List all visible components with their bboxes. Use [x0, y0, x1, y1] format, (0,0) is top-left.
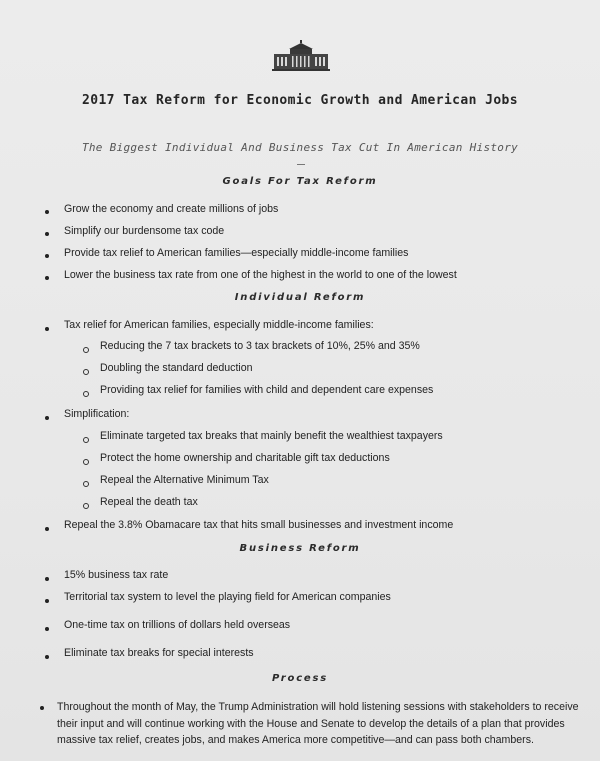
circle-bullet-icon — [83, 459, 89, 465]
individual-item: Simplification: — [64, 408, 130, 420]
individual-subitem: Providing tax relief for families with child and dependent care expenses — [100, 384, 434, 396]
bullet-icon — [45, 599, 49, 603]
individual-item: Repeal the 3.8% Obamacare tax that hits small businesses and investment income — [64, 519, 454, 531]
individual-item: Tax relief for American families, especially middle-income families: — [64, 319, 374, 331]
individual-subitem: Repeal the Alternative Minimum Tax — [100, 474, 269, 486]
individual-subitem: Doubling the standard deduction — [100, 362, 253, 374]
circle-bullet-icon — [83, 347, 89, 353]
individual-heading: Individual Reform — [234, 292, 366, 303]
business-item: Territorial tax system to level the playing field for American companies — [64, 591, 391, 603]
bullet-icon — [45, 527, 49, 531]
document-title: 2017 Tax Reform for Economic Growth and American Jobs — [81, 93, 518, 108]
document-subtitle: The Biggest Individual And Business Tax Cut In American History — [81, 141, 519, 154]
white-house-logo — [270, 40, 332, 72]
business-heading: Business Reform — [239, 543, 361, 554]
bullet-icon — [45, 577, 49, 581]
business-item: Eliminate tax breaks for special interests — [64, 647, 254, 659]
bullet-icon — [45, 210, 49, 214]
goal-item: Lower the business tax rate from one of the highest in the world to one of the lowest — [64, 269, 457, 281]
bullet-icon — [40, 706, 44, 710]
goal-item: Simplify our burdensome tax code — [64, 225, 225, 237]
circle-bullet-icon — [83, 369, 89, 375]
goal-item: Provide tax relief to American families—especially middle-income families — [64, 247, 409, 259]
bullet-icon — [45, 416, 49, 420]
process-heading: Process — [271, 673, 329, 684]
bullet-icon — [45, 232, 49, 236]
circle-bullet-icon — [83, 391, 89, 397]
individual-subitem: Protect the home ownership and charitable gift tax deductions — [100, 452, 390, 464]
goal-item: Grow the economy and create millions of jobs — [64, 203, 279, 215]
individual-subitem: Repeal the death tax — [100, 496, 198, 508]
goals-heading: Goals For Tax Reform — [222, 176, 378, 187]
process-paragraph: Throughout the month of May, the Trump Administration will hold listening sessions with stakeholders to receive their input and will continue working with the House and Senate to develop the details of a plan that provides massive tax relief, creates jobs, and makes America more competitive—and can pass both chambers. — [57, 701, 579, 746]
circle-bullet-icon — [83, 437, 89, 443]
business-item: One-time tax on trillions of dollars held overseas — [64, 619, 291, 631]
individual-subitem: Reducing the 7 tax brackets to 3 tax brackets of 10%, 25% and 35% — [100, 340, 420, 352]
bullet-icon — [45, 276, 49, 280]
business-item: 15% business tax rate — [64, 569, 169, 581]
bullet-icon — [45, 655, 49, 659]
circle-bullet-icon — [83, 481, 89, 487]
circle-bullet-icon — [83, 503, 89, 509]
divider-dash — [297, 164, 305, 165]
bullet-icon — [45, 327, 49, 331]
bullet-icon — [45, 627, 49, 631]
individual-subitem: Eliminate targeted tax breaks that mainly benefit the wealthiest taxpayers — [100, 430, 443, 442]
bullet-icon — [45, 254, 49, 258]
